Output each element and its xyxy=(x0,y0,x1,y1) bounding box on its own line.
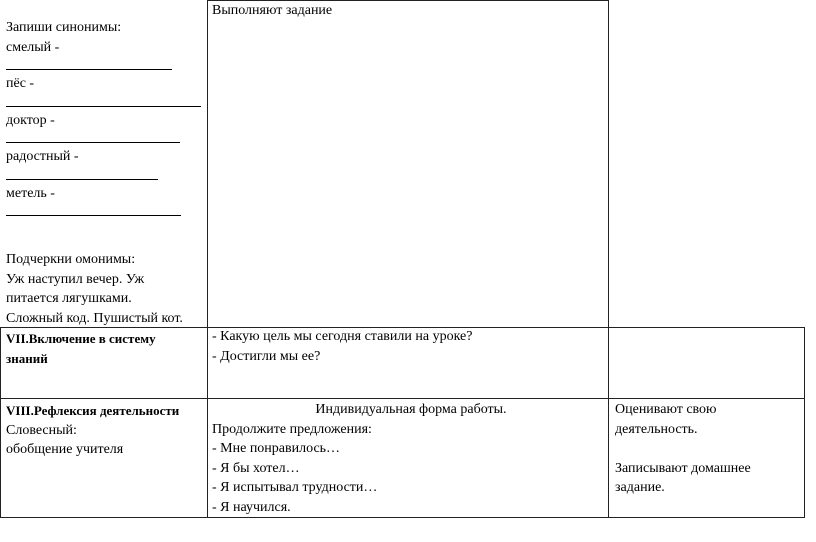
answer-blank xyxy=(6,69,172,70)
synonym-word: радостный - xyxy=(6,149,79,164)
prompt-line: - Мне понравилось… xyxy=(212,441,341,456)
prompt-line: - Я научился. xyxy=(212,499,291,515)
homonyms-heading: Подчеркни омонимы: xyxy=(6,252,136,267)
stage-viii-left xyxy=(6,401,179,460)
question-line: - Какую цель мы сегодня ставили на уроке? xyxy=(212,329,473,344)
method-line: Словесный: xyxy=(6,422,77,438)
answer-blank xyxy=(6,106,201,107)
stage-viii-right xyxy=(615,400,751,498)
homonyms-line: Сложный код. Пушистый кот. xyxy=(6,310,183,326)
homonyms-line: Уж наступил вечер. Уж xyxy=(6,271,145,287)
prompt-line: - Я испытывал трудности… xyxy=(212,480,378,495)
stage-viii-middle xyxy=(212,400,604,517)
grid-row2-bottom-line xyxy=(0,398,804,399)
synonym-word: пёс - xyxy=(6,76,35,91)
stage-vii-line: VII.Включение в систему xyxy=(6,331,156,346)
question-line: - Достигли мы ее? xyxy=(212,348,321,364)
answer-blank xyxy=(6,142,180,143)
grid-outer-right-line xyxy=(804,327,805,518)
synonyms-heading: Запиши синонимы: xyxy=(6,20,122,35)
answer-blank xyxy=(6,179,158,180)
synonyms-task xyxy=(6,18,201,220)
answer-blank xyxy=(6,215,181,216)
grid-left-line-row1 xyxy=(207,0,208,327)
method-line: обобщение учителя xyxy=(6,442,124,457)
stage-vii-line: знаний xyxy=(6,350,48,366)
stage-viii-title: VIII.Рефлексия деятельности xyxy=(6,403,180,418)
synonym-word: смелый - xyxy=(6,39,60,55)
stage-vii-title xyxy=(6,329,156,368)
grid-col1-line xyxy=(207,327,208,518)
grid-col2-line xyxy=(608,327,609,518)
synonym-word: доктор - xyxy=(6,112,55,128)
work-form-title: Индивидуальная форма работы. xyxy=(315,402,507,417)
stage-vii-questions xyxy=(212,327,472,366)
task-execution-text: Выполняют задание xyxy=(212,3,333,18)
synonym-word: метель - xyxy=(6,185,55,201)
grid-right-line-row1 xyxy=(608,0,609,327)
homonyms-line: питается лягушками. xyxy=(6,291,132,306)
prompt-line: Продолжите предложения: xyxy=(212,421,372,437)
grid-bottom-line xyxy=(0,517,804,518)
student-activity-line: Оценивают свою xyxy=(615,402,717,417)
homonyms-task xyxy=(6,250,183,328)
grid-outer-left-line xyxy=(0,327,1,518)
student-activity-line: задание. xyxy=(615,480,665,495)
prompt-line: - Я бы хотел… xyxy=(212,460,300,476)
student-activity-line: деятельность. xyxy=(615,421,698,437)
student-activity-line: Записывают домашнее xyxy=(615,460,751,476)
student-activity-spacer xyxy=(615,439,751,459)
